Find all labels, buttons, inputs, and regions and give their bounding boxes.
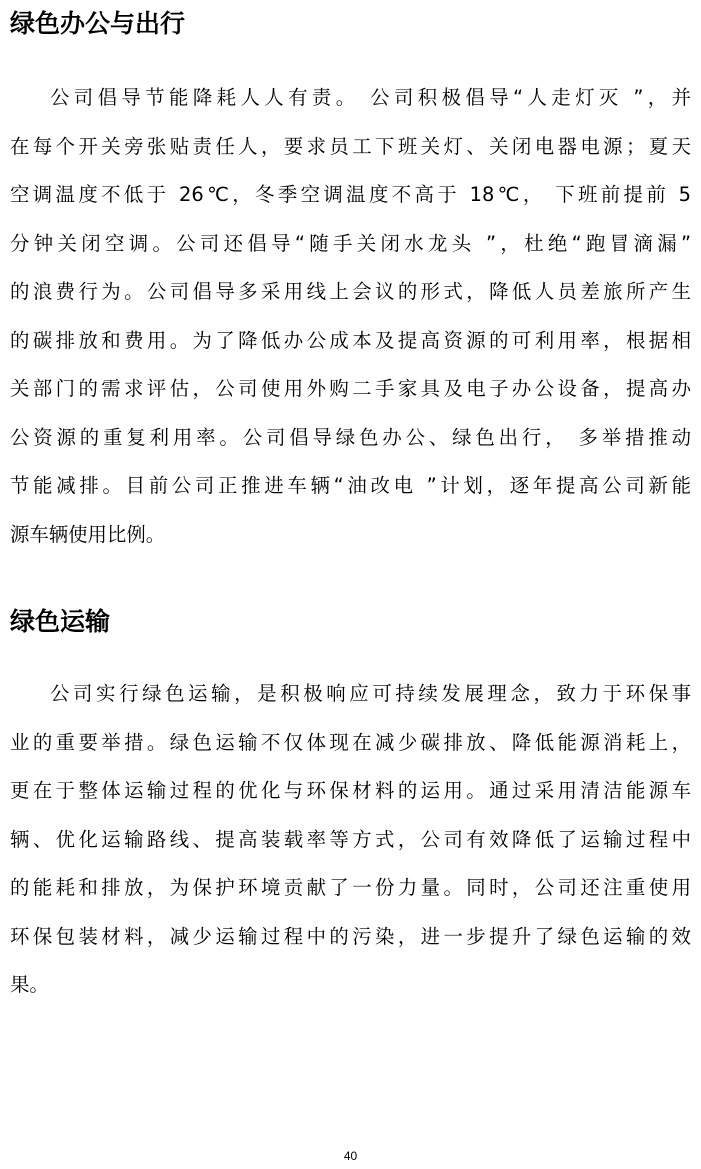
paragraph-line: 的浪费行为。公司倡导多采用线上会议的形式，降低人员差旅所产生 — [10, 280, 691, 303]
section-heading-green-office: 绿色办公与出行 — [10, 9, 186, 38]
paragraph-line: 公资源的重复利用率。公司倡导绿色办公、绿色出行， 多举措推动 — [10, 425, 691, 449]
paragraph-green-office — [10, 74, 691, 559]
paragraph-line: 公司实行绿色运输，是积极响应可持续发展理念，致力于环保事 — [50, 682, 691, 705]
section-heading-green-transport: 绿色运输 — [10, 607, 111, 636]
paragraph-line: 业的重要举措。绿色运输不仅体现在减少碳排放、降低能源消耗上， — [10, 730, 691, 754]
paragraph-line: 的碳排放和费用。为了降低办公成本及提高资源的可利用率，根据相 — [10, 328, 691, 352]
paragraph-line: 在每个开关旁张贴责任人，要求员工下班关灯、关闭电器电源；夏天 — [10, 134, 691, 158]
paragraph-line: 更在于整体运输过程的优化与环保材料的运用。通过采用清洁能源车 — [10, 779, 691, 802]
paragraph-line: 公司倡导节能降耗人人有责。 公司积极倡导“人走灯灭 ”，并 — [50, 86, 691, 109]
paragraph-line: 的能耗和排放，为保护环境贡献了一份力量。同时，公司还注重使用 — [10, 876, 691, 899]
paragraph-line: 节能减排。目前公司正推进车辆“油改电 ”计划，逐年提高公司新能 — [10, 474, 691, 497]
paragraph-green-transport — [10, 670, 691, 1010]
paragraph-line: 辆、优化运输路线、提高装载率等方式，公司有效降低了运输过程中 — [10, 827, 691, 851]
paragraph-line: 源车辆使用比例。 — [10, 522, 166, 546]
paragraph-line: 关部门的需求评估，公司使用外购二手家具及电子办公设备，提高办 — [10, 377, 691, 400]
paragraph-line: 空调温度不低于 26℃，冬季空调温度不高于 18℃， 下班前提前 5 — [10, 183, 691, 206]
paragraph-line: 环保包装材料，减少运输过程中的污染，进一步提升了绿色运输的效 — [10, 924, 691, 948]
paragraph-line: 分钟关闭空调。公司还倡导“随手关闭水龙头 ”，杜绝“跑冒滴漏” — [10, 231, 691, 255]
page-number: 40 — [343, 1149, 358, 1163]
paragraph-line: 果。 — [10, 973, 49, 996]
